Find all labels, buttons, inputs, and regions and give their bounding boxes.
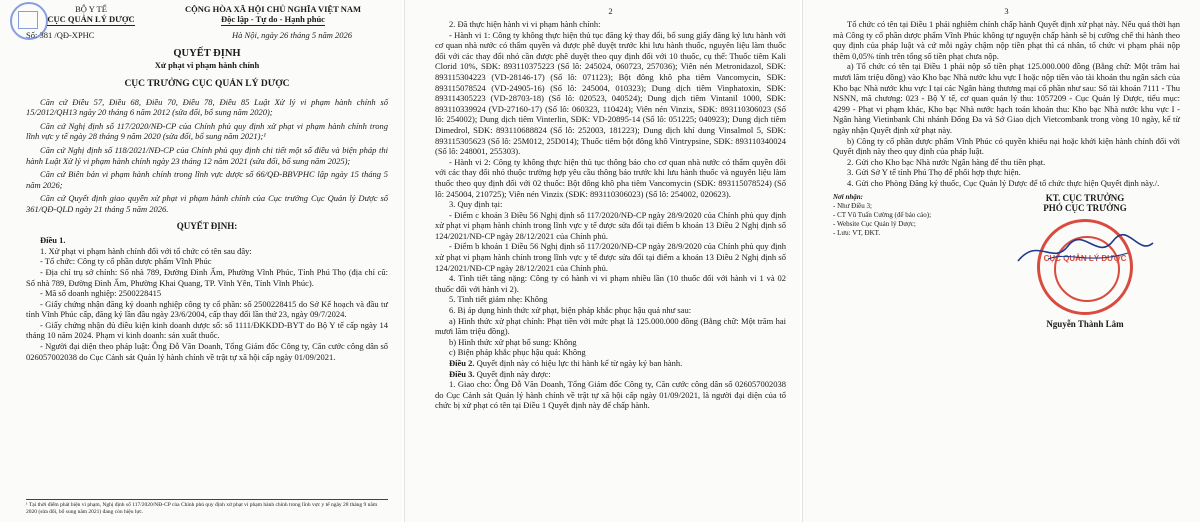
article-2-text: Quyết định này có hiệu lực thi hành kể từ ngày ký ban hành.: [476, 358, 683, 368]
legal-basis: Căn cứ Nghị định số 117/2020/NĐ-CP của Chính phủ quy định xử phạt vi phạm hành chính trong lĩnh vực y tế ngày 28 tháng 9 năm 2020 (sửa đổi, bổ sung năm 2021);¹: [26, 120, 388, 142]
issuing-authority: CỤC TRƯỞNG CỤC QUẢN LÝ DƯỢC: [124, 78, 290, 89]
recipient-item: - Lưu: VT, ĐKT.: [833, 228, 881, 237]
article-1-item: - Mã số doanh nghiệp: 2500228415: [40, 288, 162, 299]
legal-basis: Căn cứ Quyết định giao quyền xử phạt vi phạm hành chính của Cục trưởng Cục Quản lý Dược số 361/QĐ-QLD ngày 21 tháng 5 năm 2026.: [26, 193, 388, 214]
footnote: ¹ Tại thời điểm phát hiện vi phạm, Nghị định số 117/2020/NĐ-CP của Chính phủ quy định xử phạt vi phạm hành chính trong lĩnh vực y tế ngày 28 tháng 9 năm 2020 (sửa đổi, bổ sung năm 2021) đang còn hiệu lực.: [26, 499, 388, 516]
signer-block: [990, 193, 1180, 329]
violation-paragraph: b) Hình thức xử phạt bổ sung: Không: [449, 336, 577, 347]
signer-name: Nguyễn Thành Lâm: [1046, 318, 1124, 329]
agency-name: CỤC QUẢN LÝ DƯỢC: [47, 14, 135, 24]
signature-section: [833, 193, 1180, 329]
issuer-block: [26, 4, 156, 26]
violation-paragraph: - Điểm c khoản 3 Điều 56 Nghị định số 117/2020/NĐ-CP ngày 28/9/2020 của Chính phủ quy định xử phạt vi phạm hành chính trong lĩnh vực y tế được sửa đổi tại điểm b khoản 13 Điều 2 Nghị định số 124/2021/NĐ-CP ngày 28/12/2021 của Chính phủ.: [435, 209, 786, 241]
article-3-text: Quyết định này được:: [476, 368, 551, 379]
legal-basis: Căn cứ Điều 57, Điều 68, Điều 70, Điều 78, Điều 85 Luật Xử lý vi phạm hành chính số 15/2012/QH13 ngày 20 tháng 6 năm 2012 (sửa đổi, bổ sung năm 2020);: [26, 96, 388, 118]
decision-page-2: [404, 0, 800, 522]
recipient-item: - Website Cục Quản lý Dược;: [833, 219, 916, 228]
violation-paragraph: 2. Đã thực hiện hành vi vi phạm hành chính:: [449, 19, 601, 29]
violation-paragraph: - Điểm b khoản 1 Điều 56 Nghị định số 117/2020/NĐ-CP ngày 28/9/2020 của Chính phủ quy định xử phạt vi phạm hành chính trong lĩnh vực y tế được sửa đổi tại điểm a khoản 13 Điều 2 Nghị định số 124/2021/NĐ-CP ngày 28/12/2021 của Chính phủ.: [435, 241, 786, 273]
violation-paragraph: c) Biện pháp khắc phục hậu quả: Không: [449, 347, 586, 358]
article-1-item: - Địa chỉ trụ sở chính: Số nhà 789, Đường Đình Ấm, Phường Vĩnh Phúc, Tỉnh Phú Thọ (địa chỉ cũ: Số nhà 789, Đường Đình Ấm, Phường Khai Quang, TP. Vĩnh Yên, Tỉnh Vĩnh Phúc).: [26, 266, 388, 288]
article-1-item: 1. Xử phạt vi phạm hành chính đối với tổ chức có tên sau đây:: [40, 245, 252, 256]
execution-paragraph: Tổ chức có tên tại Điều 1 phải nghiêm chỉnh chấp hành Quyết định xử phạt này. Nếu quá thời hạn mà Công ty cổ phần dược phẩm Vĩnh Phúc không tự nguyện chấp hành sẽ bị cưỡng chế thi hành theo quy định của pháp luật và cứ mỗi ngày chậm nộp tiền phạt thì cá nhân, tổ chức vi phạm phải nộp thêm 0,05% tính trên tổng số tiền phạt chưa nộp.: [833, 19, 1180, 61]
violation-paragraph: 4. Tình tiết tăng nặng: Công ty có hành vi vi phạm nhiều lần (10 thuốc đối với hành vi 1 và 02 thuốc đối với hành vi 2).: [435, 273, 786, 294]
violation-paragraph: - Hành vi 2: Công ty không thực hiện thủ tục thông báo cho cơ quan nhà nước có thẩm quyền đối với các thay đổi nhỏ thuộc trường hợp yêu cầu thông báo trước khi lưu hành thuốc và nguyên liệu làm thuốc theo quy định đối với 02 thuốc: Bột đông khô pha tiêm Vancomycin (SĐK: 893115078524) (Số lô: 245004, 210725); Viên nén Vinzix (SĐK: 893110306023) (Số lô: 254002, 020623).: [435, 156, 786, 199]
country-name: CỘNG HÒA XÃ HỘI CHỦ NGHĨA VIỆT NAM: [184, 4, 362, 14]
decision-page-1: [0, 0, 402, 522]
signer-title-1: KT. CỤC TRƯỞNG: [1045, 192, 1125, 203]
document-title: QUYẾT ĐỊNH: [173, 48, 241, 59]
violation-paragraph: 6. Bị áp dụng hình thức xử phạt, biện pháp khắc phục hậu quả như sau:: [449, 305, 692, 316]
execution-paragraph: b) Công ty cổ phần dược phẩm Vĩnh Phúc có quyền khiếu nại hoặc khởi kiện hành chính đối với Quyết định này theo quy định của pháp luật.: [833, 135, 1180, 157]
article-1-label: Điều 1.: [40, 235, 66, 246]
page-number: 3: [1004, 6, 1009, 16]
execution-paragraph: a) Tổ chức có tên tại Điều 1 phải nộp số tiền phạt 125.000.000 đồng (Bằng chữ: Một trăm hai mươi lăm triệu đồng) vào Kho bạc Nhà nước khu vực I hoặc nộp tiền vào tài khoản thu ngân sách của Kho bạc Nhà nước khu vực I tại các Ngân hàng thương mại cổ phần như sau: Số tài khoản 7111 - Thu NSNN, mã chương: 023 - Bộ Y tế, cơ quan quản lý thu: 1057209 - Cục Quản lý Dược, tiểu mục: 4299 - Phạt vi phạm khác, Kho bạc Nhà nước hạch toán khoản thu: Kho bạc Nhà nước khu vực I - Ngân hàng Vietinbank Chi nhánh Đống Đa và Sở Giao dịch Vietcombank trong vòng 10 ngày, kể từ ngày nhận Quyết định xử phạt này.: [833, 61, 1180, 135]
decide-heading: QUYẾT ĐỊNH:: [176, 220, 238, 231]
document-header: [26, 4, 388, 26]
violation-paragraph: a) Hình thức xử phạt chính: Phạt tiền với mức phạt là 125.000.000 đồng (Bằng chữ: Một trăm hai mươi lăm triệu đồng).: [435, 315, 786, 337]
delivery-paragraph: 1. Giao cho: Ông Đỗ Văn Doanh, Tổng Giám đốc Công ty, Căn cước công dân số 026057002038 do Cục Cảnh sát Quản lý hành chính về trật tự xã hội cấp ngày 01/09/2021, là người đại diện của tổ chức bị xử phạt có tên tại Điều 1 Quyết định này để chấp hành.: [435, 379, 786, 411]
recipients-list: [833, 193, 983, 329]
blue-seal-icon: [10, 2, 48, 40]
decision-page-3: [802, 0, 1200, 522]
recipients-title: Nơi nhận:: [833, 192, 864, 201]
seal-text: CỤC QUẢN LÝ DƯỢC: [1043, 253, 1127, 263]
page-number: 2: [608, 6, 613, 16]
recipient-item: - Như Điều 3;: [833, 201, 872, 210]
national-motto: Độc lập - Tự do - Hạnh phúc: [221, 14, 325, 24]
national-header: [158, 4, 388, 26]
execution-paragraph: 3. Gửi Sở Y tế tỉnh Phú Thọ để phối hợp thực hiện.: [847, 167, 1021, 178]
execution-paragraph: 4. Gửi cho Phòng Đăng ký thuốc, Cục Quản lý Dược để tổ chức thực hiện Quyết định này./.: [847, 177, 1160, 188]
article-2-label: Điều 2.: [449, 358, 475, 368]
violation-paragraph: 3. Quy định tại:: [449, 199, 503, 210]
article-1-item: - Tổ chức: Công ty cổ phần dược phẩm Vĩnh Phúc: [40, 256, 212, 267]
legal-basis: Căn cứ Nghị định số 118/2021/NĐ-CP của Chính phủ quy định chi tiết một số điều và biện pháp thi hành Luật Xử lý vi phạm hành chính ngày 23 tháng 12 năm 2021 (sửa đổi, bổ sung năm 2025);: [26, 144, 388, 166]
legal-basis: Căn cứ Biên bản vi phạm hành chính trong lĩnh vực dược số 66/QĐ-BBVPHC lập ngày 15 tháng 5 năm 2026;: [26, 169, 388, 190]
decision-date: Hà Nội, ngày 26 tháng 5 năm 2026: [232, 30, 352, 40]
article-1-item: - Người đại diện theo pháp luật: Ông Đỗ Văn Doanh, Tổng Giám đốc Công ty, Căn cước công dân số 026057002038 do Cục Cảnh sát Quản lý hành chính về trật tự xã hội cấp ngày 01/09/2021.: [26, 341, 388, 362]
violation-paragraph: 5. Tình tiết giảm nhẹ: Không: [449, 294, 548, 305]
signer-title-2: PHÓ CỤC TRƯỞNG: [1043, 202, 1127, 213]
document-subtitle: Xử phạt vi phạm hành chính: [154, 60, 260, 70]
decision-number: Số: 381 /QĐ-XPHC: [26, 30, 95, 40]
signature-icon: [1008, 231, 1158, 271]
article-1-item: - Giấy chứng nhận đủ điều kiện kinh doanh dược số: số 1111/ĐKKDD-BYT do Bộ Y tế cấp ngày 14 tháng 10 năm 2024. Phạm vi kinh doanh: sản xuất thuốc.: [26, 319, 388, 341]
recipient-item: - CT Vũ Tuấn Cường (để báo cáo);: [833, 210, 932, 219]
article-1-item: - Giấy chứng nhận đăng ký doanh nghiệp công ty cổ phần: số 2500228415 do Sở Kế hoạch và đầu tư tỉnh Vĩnh Phúc cấp, đăng ký lần đầu ngày 23/6/2004, cấp thay đổi lần thứ 23, ngày 09/7/2024.: [26, 298, 388, 320]
violation-paragraph: - Hành vi 1: Công ty không thực hiện thủ tục đăng ký thay đổi, bổ sung giấy đăng ký lưu hành với cơ quan nhà nước có thẩm quyền và được phê duyệt trước khi lưu hành thuốc, nguyên liệu làm thuốc đối với các thay đổi nhỏ cần được phê duyệt theo quy định đối với 10 thuốc, cụ thể: Thuốc tiêm Kali Clorid 10%, SĐK: 893110375223 (Số lô: 245024, 060723, 257036); Viên nén Metronidazol, SĐK: 893115304223 (VD-28146-17) (Số lô: 071123); Bột đông khô pha tiêm Vancomycin, SĐK: 893115078524 (VD-24905-16) (Số lô: 245004, 010323); Dung dịch tiêm Vinphatoxin, SĐK: 893114305223 (VD-28703-18) (Số lô: 020523, 040524); Dung dịch tiêm Vintanil 1000, SĐK: 893110339924 (VD-27160-17) (Số lô: 060323, 110424); Viên nén Vinzix, SĐK: 893110306023 (Số lô: 254002); Dung dịch tiêm Vinterlin, SĐK: VD-20895-14 (Số lô: 051225; 040923); Dung dịch tiêm Dimedrol, SĐK: 893110688824 (Số lô: 252003, 181223); Dung dịch khí dung Vinsalmol 5, SĐK: 893115305623 (Số lô: 25M012, 25D014); Thuốc tiêm bột đông khô Vintrypsine, SĐK: 893110340024 (Số lô: 248001, 255303).: [435, 29, 786, 157]
article-3-label: Điều 3.: [449, 368, 475, 379]
execution-paragraph: 2. Gửi cho Kho bạc Nhà nước Ngân hàng để thu tiền phạt.: [847, 156, 1046, 167]
ministry-name: BỘ Y TẾ: [75, 4, 107, 14]
